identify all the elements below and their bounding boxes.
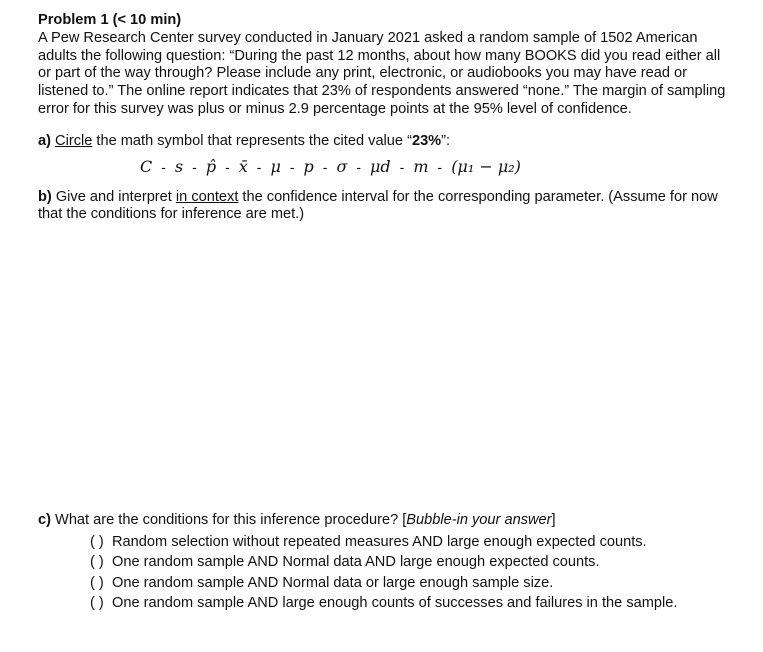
answer-option-text: One random sample AND large enough counts of successes and failures in the sample. (112, 595, 678, 612)
part-b-label: b) (38, 188, 52, 205)
part-b-text-before: Give and interpret (51, 188, 176, 205)
symbol-choice[interactable]: μ (270, 156, 281, 176)
symbol-separator: - (225, 158, 230, 175)
symbol-choices[interactable] (140, 155, 728, 179)
symbol-separator: - (256, 158, 262, 175)
part-c-prompt (38, 512, 738, 530)
symbol-separator: - (356, 158, 362, 175)
symbol-choice[interactable]: x̄ (238, 156, 248, 176)
problem-page (38, 12, 728, 612)
answer-option-text: One random sample AND Normal data AND large enough expected counts. (112, 554, 600, 571)
symbol-separator: - (399, 158, 405, 175)
symbol-choice[interactable]: μd (370, 156, 391, 176)
part-b-emphasis: in context (175, 188, 239, 205)
symbol-separator: - (437, 158, 443, 175)
symbol-choice[interactable]: C (140, 156, 153, 176)
answer-options (90, 532, 738, 614)
symbol-separator: - (192, 158, 197, 175)
answer-bubble[interactable]: ( ) (90, 595, 104, 612)
part-a-label: a) (38, 132, 51, 149)
symbol-separator: - (289, 158, 295, 175)
symbol-separator: - (322, 158, 328, 175)
part-c-question: What are the conditions for this inference procedure? [ (50, 512, 407, 528)
answer-option[interactable] (90, 552, 738, 573)
answer-option[interactable] (90, 593, 738, 614)
part-c-section (38, 512, 738, 614)
symbol-choice[interactable]: s (174, 156, 184, 176)
answer-option-text: Random selection without repeated measures AND large enough expected counts. (112, 533, 647, 550)
part-a-prompt (38, 133, 728, 151)
part-a-verb: Circle (55, 132, 93, 149)
problem-intro: A Pew Research Center survey conducted in January 2021 asked a random sample of 1502 American adults the following question: “During the past 12 months, about how many BOOKS did you read either all or part of the way through? Please include any print, electronic, or audiobooks you may have read or listened to.” The online report indicates that 23% of respondents answered “none.” The margin of sampling error for this survey was plus or minus 2.9 percentage points at the 95% level of confidence. (38, 29, 726, 117)
part-a-text-after: ”: (441, 132, 451, 149)
answer-bubble[interactable]: ( ) (90, 533, 104, 550)
symbol-choice[interactable]: σ (336, 156, 348, 176)
part-c-instruction: Bubble-in your answer (406, 512, 552, 528)
part-b-prompt (38, 189, 728, 225)
answer-bubble[interactable]: ( ) (90, 554, 104, 571)
symbol-choice[interactable]: p (303, 156, 314, 176)
symbol-separator: - (161, 158, 166, 175)
part-b-text-after: the confidence interval for the corresponding parameter. (Assume for now that the conditions for inference are met.) (38, 188, 718, 223)
answer-option[interactable] (90, 532, 738, 553)
symbol-choice[interactable]: (μ₁ − μ₂) (451, 156, 521, 176)
symbol-choice[interactable]: p̂ (205, 156, 217, 176)
problem-title: Problem 1 (< 10 min) (38, 12, 182, 28)
part-a-value: 23% (411, 132, 442, 149)
answer-option-text: One random sample AND Normal data or large enough sample size. (112, 574, 554, 591)
part-c-close: ] (551, 512, 556, 528)
answer-bubble[interactable]: ( ) (90, 574, 104, 591)
part-a-text-before: the math symbol that represents the cited value “ (92, 132, 412, 149)
symbol-choice[interactable]: m (413, 156, 429, 176)
answer-option[interactable] (90, 573, 738, 594)
part-c-label: c) (38, 512, 51, 528)
